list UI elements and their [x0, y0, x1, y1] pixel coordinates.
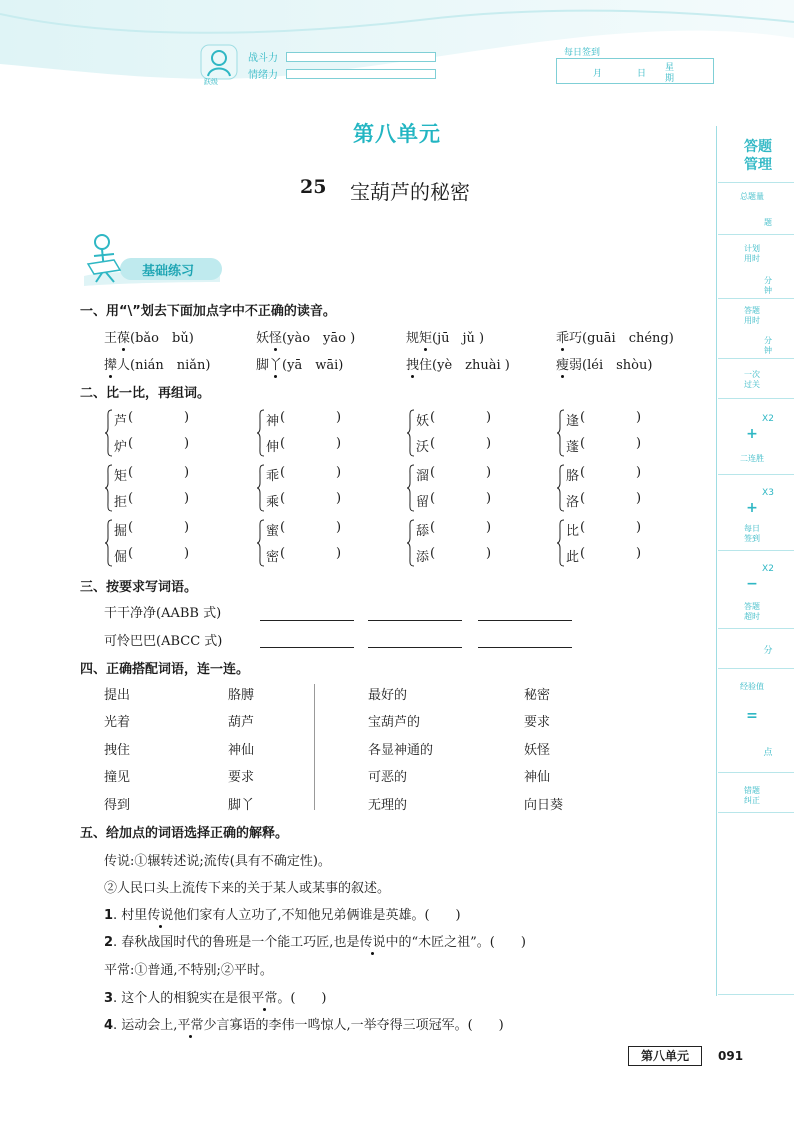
question-number: 4 — [104, 1018, 114, 1033]
answer-paren-open[interactable]: ( — [280, 520, 286, 535]
sidebar-sep — [718, 398, 794, 399]
word-char: 人 — [117, 358, 131, 373]
plus-icon: + — [746, 426, 758, 442]
dotted-word: 平常 — [251, 987, 277, 1006]
sidebar-first-pass-1: 一次 — [744, 370, 760, 379]
compare-char: 伸 — [266, 440, 280, 455]
word-char: 脚 — [256, 358, 270, 373]
sidebar-sep — [718, 628, 794, 629]
sidebar-answer-time-2: 用时 — [744, 316, 760, 325]
answer-paren-close: ) — [184, 491, 190, 506]
answer-paren-close: ) — [486, 520, 492, 535]
answer-paren-open[interactable]: ( — [430, 520, 436, 535]
lesson-title: 宝葫芦的秘密 — [350, 180, 470, 204]
question-text: 中的“木匠之祖”。( ) — [385, 935, 526, 950]
sidebar-sep — [718, 550, 794, 551]
compare-char: 留 — [416, 495, 430, 510]
dotted-char: 瘦 — [556, 354, 569, 373]
char-compare-group — [256, 518, 366, 568]
word-char: 规 — [406, 331, 420, 346]
answer-paren-open[interactable]: ( — [128, 491, 134, 506]
pinyin-options[interactable]: (yè zhuài ) — [432, 358, 510, 373]
answer-paren-open[interactable]: ( — [430, 546, 436, 561]
dotted-char: 怪 — [269, 327, 282, 346]
minus-icon: − — [746, 576, 758, 592]
answer-paren-close: ) — [486, 410, 492, 425]
brace-icon — [406, 518, 416, 568]
signin-weekday-1: 星 — [665, 63, 675, 73]
char-compare-group — [104, 518, 214, 568]
match-word[interactable]: 要求 — [524, 715, 551, 730]
char-compare-group — [104, 408, 214, 458]
dotted-char: 丫 — [269, 354, 282, 373]
sidebar-error-fix-2: 纠正 — [744, 796, 760, 805]
char-compare-group — [256, 463, 366, 513]
pinyin-item[interactable] — [104, 354, 210, 373]
compare-char: 掘 — [114, 524, 128, 539]
compare-char: 矩 — [114, 469, 128, 484]
char-compare-group — [256, 408, 366, 458]
brace-icon — [556, 463, 566, 513]
answer-paren-close: ) — [336, 546, 342, 561]
match-word[interactable]: 各显神通的 — [368, 743, 434, 758]
answer-paren-open[interactable]: ( — [128, 465, 134, 480]
question-text: 他们家有人立功了,不知他兄弟俩谁是英雄。( ) — [173, 908, 461, 923]
question-text: . 这个人的相貌实在是很 — [113, 991, 252, 1006]
answer-blank[interactable] — [478, 647, 572, 648]
compare-char: 炉 — [114, 440, 128, 455]
answer-paren-open[interactable]: ( — [280, 410, 286, 425]
compare-char: 倔 — [114, 550, 128, 565]
answer-paren-close: ) — [336, 520, 342, 535]
match-word[interactable]: 拽住 — [104, 743, 131, 758]
sidebar-sep — [718, 182, 794, 183]
pinyin-item[interactable] — [406, 354, 510, 373]
pinyin-options[interactable]: (jū jǔ ) — [432, 331, 485, 346]
sidebar-multiplier-2: X3 — [762, 488, 774, 498]
pinyin-options[interactable]: (léi shòu) — [582, 358, 653, 373]
pinyin-item[interactable] — [256, 327, 355, 346]
answer-paren-open[interactable]: ( — [580, 465, 586, 480]
answer-paren-close: ) — [486, 465, 492, 480]
sidebar-plan-time-1: 计划 — [744, 244, 760, 253]
question-number: 2 — [104, 935, 114, 950]
answer-paren-open[interactable]: ( — [430, 410, 436, 425]
word-char: 弱 — [569, 358, 583, 373]
question-text: . 村里 — [113, 908, 148, 923]
answer-blank[interactable] — [260, 620, 354, 621]
answer-paren-close: ) — [636, 546, 642, 561]
compare-char: 此 — [566, 550, 580, 565]
char-compare-group — [406, 408, 516, 458]
question-text: . 运动会上, — [113, 1018, 178, 1033]
match-word[interactable]: 提出 — [104, 688, 131, 703]
dotted-word: 传说 — [359, 931, 385, 950]
sidebar-overtime-1: 答题 — [744, 602, 760, 611]
pinyin-item[interactable] — [556, 327, 674, 346]
question-1 — [104, 904, 461, 923]
unit-title: 第八单元 — [353, 122, 441, 146]
equals-icon: = — [746, 708, 758, 724]
signin-month: 月 — [593, 69, 603, 79]
answer-paren-close: ) — [184, 546, 190, 561]
sidebar-plan-unit-1: 分 — [764, 276, 772, 285]
answer-paren-open[interactable]: ( — [280, 436, 286, 451]
compare-char: 蜜 — [266, 524, 280, 539]
question-number: 3 — [104, 991, 114, 1006]
sidebar-sep — [718, 298, 794, 299]
answer-paren-open[interactable]: ( — [280, 465, 286, 480]
char-compare-group — [406, 518, 516, 568]
answer-blank[interactable] — [368, 647, 462, 648]
question-text: 少言寡语的李伟一鸣惊人,一举夺得三项冠军。( ) — [203, 1018, 504, 1033]
match-word[interactable]: 胳膊 — [228, 688, 255, 703]
answer-paren-open[interactable]: ( — [280, 491, 286, 506]
compare-char: 逢 — [566, 414, 580, 429]
pinyin-options[interactable]: (guāi chéng) — [582, 331, 674, 346]
sidebar-answer-unit-1: 分 — [764, 336, 772, 345]
answer-paren-close: ) — [184, 465, 190, 480]
sidebar-divider — [716, 126, 717, 996]
question-text: . 春秋战国时代的鲁班是一个能工巧匠,也是 — [113, 935, 360, 950]
sidebar-streak: 二连胜 — [740, 454, 764, 463]
match-word[interactable]: 撞见 — [104, 770, 131, 785]
page-number: 091 — [718, 1049, 744, 1063]
sidebar-multiplier-1: X2 — [762, 414, 774, 424]
char-compare-group — [104, 463, 214, 513]
sidebar-plan-time-2: 用时 — [744, 254, 760, 263]
sidebar-error-fix-1: 错题 — [744, 786, 760, 795]
dotted-word: 传说 — [147, 904, 173, 923]
brace-icon — [104, 463, 114, 513]
stat-label-combat: 战斗力 — [248, 53, 278, 64]
match-word[interactable]: 神仙 — [524, 770, 551, 785]
compare-char: 溜 — [416, 469, 430, 484]
definition-chuanshuo-1: 传说:①辗转述说;流传(具有不确定性)。 — [104, 854, 331, 869]
brace-icon — [104, 408, 114, 458]
brace-icon — [256, 408, 266, 458]
pinyin-options[interactable]: (yào yāo ) — [282, 331, 356, 346]
sidebar-sep — [718, 474, 794, 475]
signin-label: 每日签到 — [564, 48, 601, 58]
compare-char: 拒 — [114, 495, 128, 510]
match-word[interactable]: 秘密 — [524, 688, 551, 703]
pinyin-options[interactable]: (bǎo bǔ) — [130, 331, 194, 346]
match-word[interactable]: 最好的 — [368, 688, 408, 703]
definition-chuanshuo-2: ②人民口头上流传下来的关于某人或某事的叙述。 — [104, 881, 391, 896]
pinyin-options[interactable]: (yā wāi) — [282, 358, 344, 373]
question-text: 。( ) — [277, 991, 327, 1006]
brace-icon — [556, 408, 566, 458]
sidebar-experience: 经验值 — [740, 682, 764, 691]
dotted-char: 乖 — [556, 327, 569, 346]
avatar — [200, 44, 238, 88]
match-word[interactable]: 神仙 — [228, 743, 255, 758]
stat-bar-mood — [286, 69, 436, 79]
sidebar-answer-time-1: 答题 — [744, 306, 760, 315]
compare-char: 密 — [266, 550, 280, 565]
basic-practice-badge — [80, 230, 230, 286]
compare-char: 神 — [266, 414, 280, 429]
pinyin-options[interactable]: (nián niǎn) — [130, 358, 211, 373]
char-compare-group — [556, 518, 666, 568]
match-word[interactable]: 向日葵 — [524, 798, 564, 813]
signin-day: 日 — [637, 69, 647, 79]
answer-paren-open[interactable]: ( — [128, 546, 134, 561]
answer-paren-close: ) — [336, 491, 342, 506]
stat-bar-combat — [286, 52, 436, 62]
answer-paren-close: ) — [636, 410, 642, 425]
answer-paren-open[interactable]: ( — [280, 546, 286, 561]
section3-row-2: 可怜巴巴(ABCC 式) — [104, 634, 223, 649]
answer-paren-close: ) — [184, 410, 190, 425]
brace-icon — [406, 408, 416, 458]
dotted-char: 矩 — [419, 327, 432, 346]
sidebar-sep — [718, 812, 794, 813]
question-2 — [104, 931, 526, 950]
word-char: 住 — [419, 358, 433, 373]
brace-icon — [406, 463, 416, 513]
compare-char: 舔 — [416, 524, 430, 539]
pinyin-item[interactable] — [406, 327, 484, 346]
sidebar-sep — [718, 668, 794, 669]
answer-paren-close: ) — [486, 546, 492, 561]
answer-paren-open[interactable]: ( — [128, 436, 134, 451]
answer-paren-open[interactable]: ( — [430, 436, 436, 451]
sidebar-sep — [718, 772, 794, 773]
section5-title: 五、给加点的词语选择正确的解释。 — [80, 826, 289, 841]
question-3 — [104, 987, 326, 1006]
answer-paren-close: ) — [486, 436, 492, 451]
char-compare-group — [556, 408, 666, 458]
compare-char: 添 — [416, 550, 430, 565]
sidebar-total-questions: 总题量 — [740, 192, 764, 201]
question-number: 1 — [104, 908, 114, 923]
plus-icon: + — [746, 500, 758, 516]
dotted-char: 拽 — [406, 354, 419, 373]
pinyin-item[interactable] — [256, 354, 343, 373]
answer-paren-open[interactable]: ( — [128, 520, 134, 535]
answer-paren-open[interactable]: ( — [430, 465, 436, 480]
brace-icon — [556, 518, 566, 568]
compare-char: 妖 — [416, 414, 430, 429]
signin-weekday-2: 期 — [665, 74, 675, 84]
sidebar-title-1: 答题 — [744, 139, 772, 155]
section4-title: 四、正确搭配词语，连一连。 — [80, 662, 250, 677]
pinyin-item[interactable] — [104, 327, 194, 346]
match-word[interactable]: 葫芦 — [228, 715, 255, 730]
word-char: 巧 — [569, 331, 583, 346]
definition-pingchang: 平常:①普通,不特别;②平时。 — [104, 963, 273, 978]
brace-icon — [256, 463, 266, 513]
char-compare-group — [556, 463, 666, 513]
answer-paren-open[interactable]: ( — [580, 546, 586, 561]
section2-title: 二、比一比，再组词。 — [80, 386, 211, 401]
sidebar-multiplier-3: X2 — [762, 564, 774, 574]
sidebar-sep — [718, 358, 794, 359]
sidebar-unit-questions: 题 — [764, 218, 772, 227]
compare-char: 沃 — [416, 440, 430, 455]
brace-icon — [256, 518, 266, 568]
match-word[interactable]: 宝葫芦的 — [368, 715, 421, 730]
answer-paren-close: ) — [184, 520, 190, 535]
sidebar-daily-signin-2: 签到 — [744, 534, 760, 543]
answer-paren-close: ) — [336, 410, 342, 425]
badge-label: 基础练习 — [142, 264, 195, 279]
sidebar-answer-unit-2: 钟 — [764, 346, 772, 355]
answer-paren-close: ) — [486, 491, 492, 506]
sidebar-overtime-2: 超时 — [744, 612, 760, 621]
answer-paren-close: ) — [636, 436, 642, 451]
answer-blank[interactable] — [368, 620, 462, 621]
question-4 — [104, 1014, 504, 1033]
answer-paren-close: ) — [636, 491, 642, 506]
section3-title: 三、按要求写词语。 — [80, 580, 198, 595]
match-word[interactable]: 要求 — [228, 770, 255, 785]
match-word[interactable]: 可恶的 — [368, 770, 408, 785]
match-word[interactable]: 得到 — [104, 798, 131, 813]
stat-label-mood: 情绪力 — [248, 70, 278, 81]
compare-char: 乘 — [266, 495, 280, 510]
compare-char: 蓬 — [566, 440, 580, 455]
sidebar-title-2: 管理 — [744, 157, 772, 173]
answer-paren-close: ) — [336, 436, 342, 451]
sidebar-exp-unit: 点 — [763, 748, 773, 758]
match-divider — [314, 684, 315, 810]
sidebar-first-pass-2: 过关 — [744, 380, 760, 389]
sidebar-plan-unit-2: 钟 — [764, 286, 772, 295]
answer-blank[interactable] — [260, 647, 354, 648]
footer-unit-label: 第八单元 — [628, 1046, 702, 1066]
pinyin-item[interactable] — [556, 354, 652, 373]
dotted-word: 平常 — [177, 1014, 203, 1033]
compare-char: 洛 — [566, 495, 580, 510]
dotted-char: 葆 — [117, 327, 130, 346]
avatar-caption: 跃级 — [204, 78, 218, 86]
char-compare-group — [406, 463, 516, 513]
word-char: 王 — [104, 331, 118, 346]
answer-paren-open[interactable]: ( — [430, 491, 436, 506]
sidebar-sep — [718, 994, 794, 995]
answer-paren-close: ) — [184, 436, 190, 451]
match-word[interactable]: 妖怪 — [524, 743, 551, 758]
dotted-char: 撵 — [104, 354, 117, 373]
compare-char: 比 — [566, 524, 580, 539]
compare-char: 乖 — [266, 469, 280, 484]
answer-paren-open[interactable]: ( — [580, 436, 586, 451]
word-char: 妖 — [256, 331, 270, 346]
section3-row-1: 干干净净(AABB 式) — [104, 606, 222, 621]
answer-paren-close: ) — [636, 465, 642, 480]
match-word[interactable]: 脚丫 — [228, 798, 255, 813]
sidebar-daily-signin-1: 每日 — [744, 524, 760, 533]
compare-char: 芦 — [114, 414, 128, 429]
brace-icon — [104, 518, 114, 568]
sidebar-points-unit: 分 — [763, 646, 773, 656]
answer-paren-open[interactable]: ( — [580, 520, 586, 535]
lesson-number: 25 — [300, 176, 327, 198]
match-word[interactable]: 光着 — [104, 715, 131, 730]
sidebar-sep — [718, 234, 794, 235]
answer-blank[interactable] — [478, 620, 572, 621]
signin-box[interactable] — [556, 58, 714, 84]
match-word[interactable]: 无理的 — [368, 798, 408, 813]
section1-title: 一、用“\”划去下面加点字中不正确的读音。 — [80, 304, 336, 319]
answer-paren-close: ) — [336, 465, 342, 480]
compare-char: 胳 — [566, 469, 580, 484]
answer-paren-open[interactable]: ( — [580, 491, 586, 506]
answer-paren-open[interactable]: ( — [128, 410, 134, 425]
answer-paren-close: ) — [636, 520, 642, 535]
answer-paren-open[interactable]: ( — [580, 410, 586, 425]
